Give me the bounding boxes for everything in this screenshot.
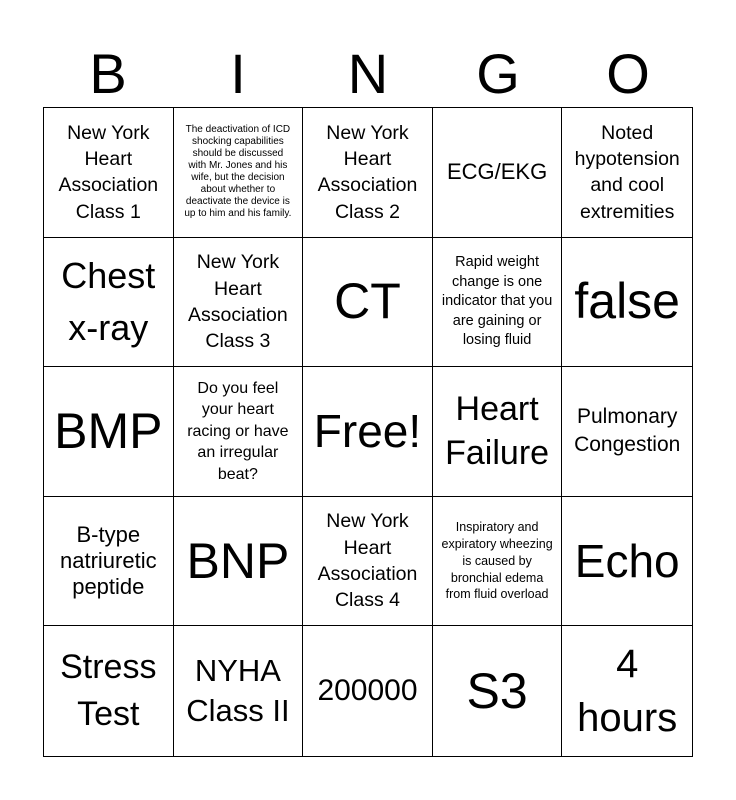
bingo-cell[interactable] xyxy=(44,497,174,627)
bingo-cell[interactable] xyxy=(562,626,692,756)
cell-text: Noted hypotension and cool extremities xyxy=(574,121,680,223)
bingo-cell[interactable] xyxy=(303,238,433,368)
bingo-cell[interactable] xyxy=(303,626,433,756)
header-letter-b: B xyxy=(89,42,127,105)
cell-text: false xyxy=(574,273,680,330)
bingo-cell[interactable] xyxy=(44,108,174,238)
bingo-cell[interactable] xyxy=(44,626,174,756)
cell-text: BMP xyxy=(54,402,163,459)
bingo-cell[interactable] xyxy=(174,497,304,627)
cell-text: ECG/EKG xyxy=(446,159,548,185)
bingo-cell[interactable] xyxy=(562,367,692,497)
bingo-cell[interactable] xyxy=(303,367,433,497)
cell-text: Heart Failure xyxy=(445,390,550,473)
cell-text: The deactivation of ICD shocking capabilities should be discussed with Mr. Jones and his wife, but the decision about whether to deactivate the device is up to him and his family. xyxy=(184,124,292,220)
bingo-header xyxy=(43,40,693,108)
cell-text: Inspiratory and expiratory wheezing is caused by bronchial edema from fluid overload xyxy=(441,519,553,602)
bingo-cell[interactable] xyxy=(44,238,174,368)
cell-text: NYHA Class II xyxy=(186,652,290,729)
cell-text: Chest x-ray xyxy=(61,254,156,348)
cell-text: B-type natriuretic peptide xyxy=(60,521,157,600)
cell-text: CT xyxy=(334,273,401,330)
bingo-cell[interactable] xyxy=(174,367,304,497)
bingo-cell[interactable] xyxy=(303,108,433,238)
cell-text: 4 hours xyxy=(577,642,678,741)
bingo-cell[interactable] xyxy=(174,108,304,238)
header-letter-n: N xyxy=(347,42,389,105)
bingo-board xyxy=(43,107,693,757)
cell-text: 200000 xyxy=(317,673,418,707)
cell-text: Echo xyxy=(574,534,680,587)
header-letter-i: I xyxy=(230,42,246,105)
cell-text: New York Heart Association Class 4 xyxy=(317,510,418,612)
cell-text: New York Heart Association Class 1 xyxy=(58,121,159,223)
cell-text: New York Heart Association Class 2 xyxy=(317,121,418,223)
cell-text: BNP xyxy=(186,532,290,589)
bingo-cell[interactable] xyxy=(433,367,563,497)
bingo-cell[interactable] xyxy=(44,367,174,497)
bingo-cell[interactable] xyxy=(433,626,563,756)
bingo-cell[interactable] xyxy=(303,497,433,627)
bingo-cell[interactable] xyxy=(174,626,304,756)
bingo-cell[interactable] xyxy=(562,497,692,627)
cell-text: Stress Test xyxy=(60,647,157,734)
header-letter-g: G xyxy=(476,42,520,105)
cell-text: Do you feel your heart racing or have an irregular beat? xyxy=(187,379,289,483)
cell-text: S3 xyxy=(466,662,528,719)
cell-text: Rapid weight change is one indicator that you are gaining or losing fluid xyxy=(441,253,553,349)
cell-text: New York Heart Association Class 3 xyxy=(188,251,288,353)
bingo-cell[interactable] xyxy=(433,497,563,627)
bingo-cell[interactable] xyxy=(174,238,304,368)
bingo-cell[interactable] xyxy=(433,108,563,238)
header-letter-o: O xyxy=(606,42,650,105)
bingo-cell[interactable] xyxy=(562,108,692,238)
bingo-cell[interactable] xyxy=(433,238,563,368)
bingo-cell[interactable] xyxy=(562,238,692,368)
cell-text: Free! xyxy=(313,405,422,458)
cell-text: Pulmonary Congestion xyxy=(574,405,681,457)
